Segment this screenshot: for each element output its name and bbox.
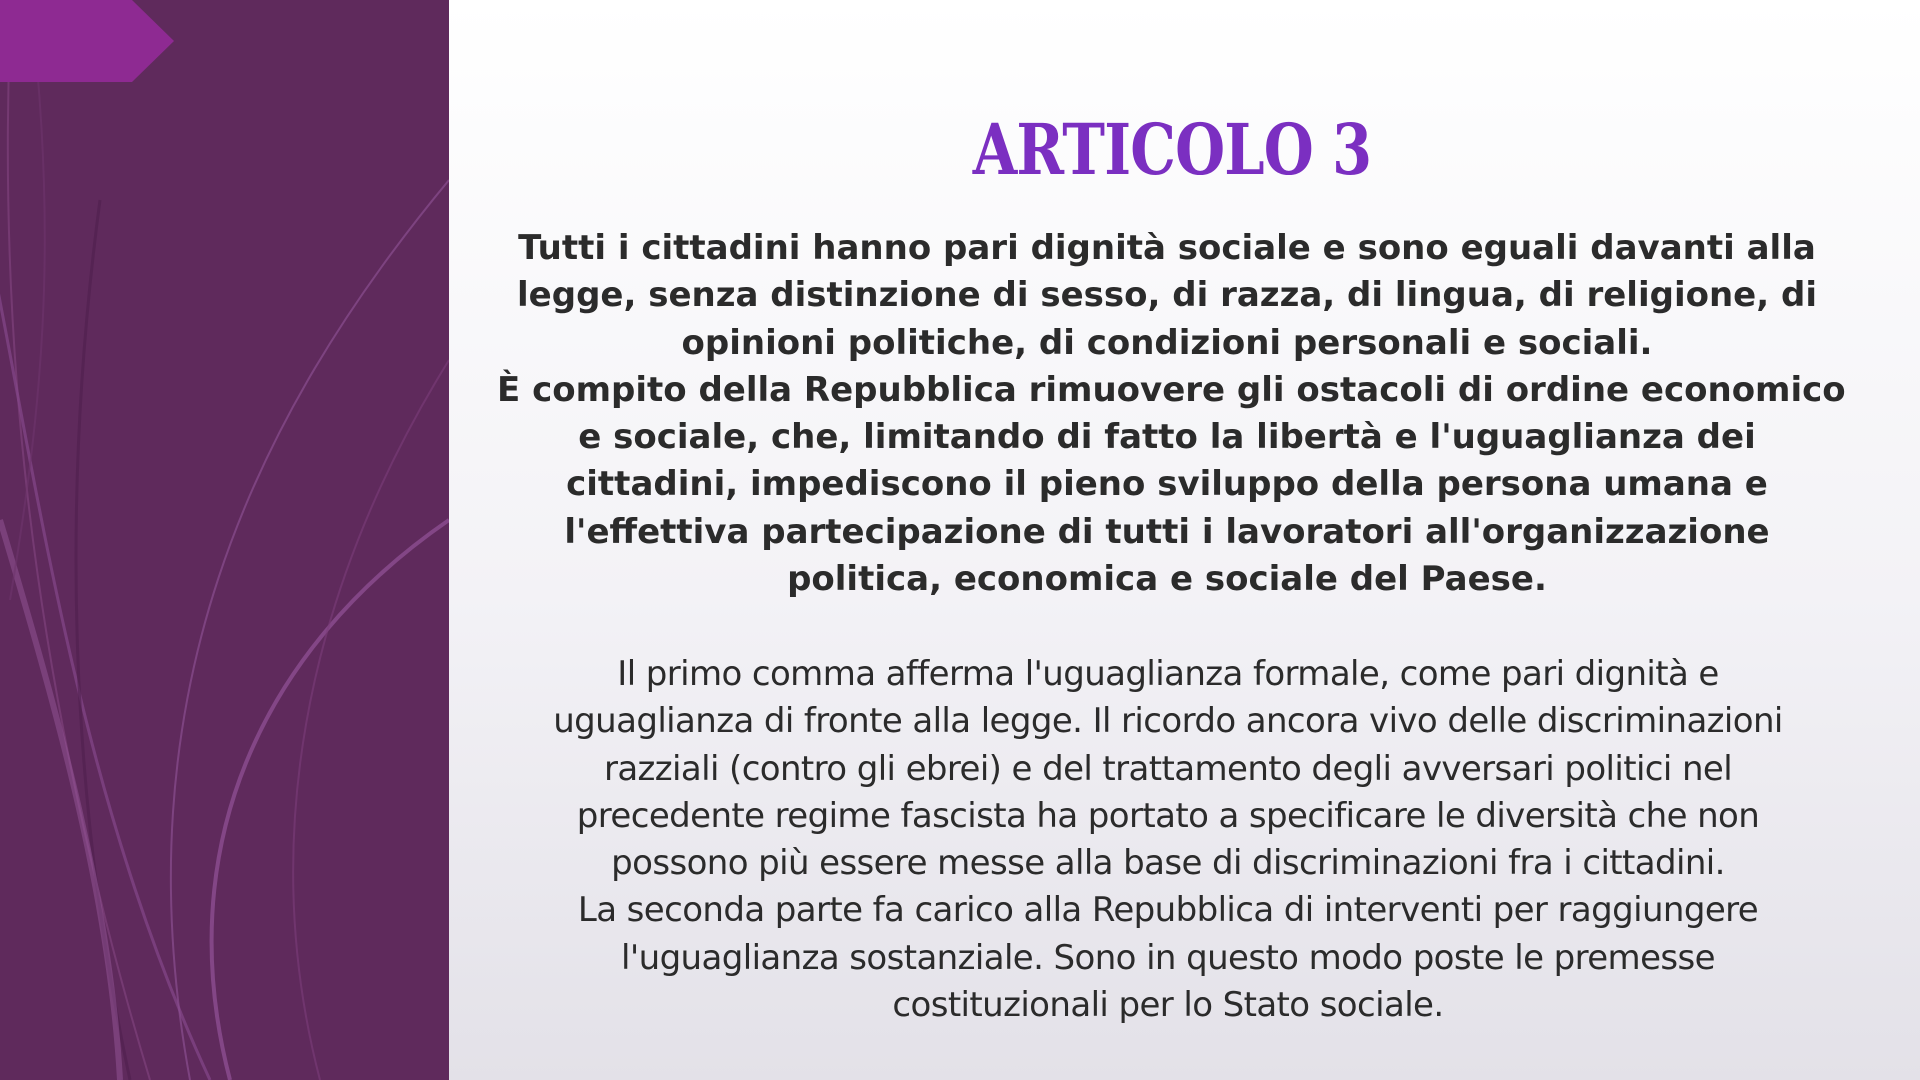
commentary-line: precedente regime fascista ha portato a specificare le diversità che non	[576, 795, 1760, 836]
commentary-line: costituzionali per lo Stato sociale.	[892, 985, 1444, 1026]
commentary-line: Il primo comma afferma l'uguaglianza formale, come pari dignità e	[617, 654, 1719, 694]
commentary-line: uguaglianza di fronte alla legge. Il ricordo ancora vivo delle discriminazioni	[553, 701, 1783, 742]
commentary-line: l'uguaglianza sostanziale. Sono in questo modo poste le premesse	[621, 937, 1715, 978]
slide-title: ARTICOLO 3	[972, 108, 1372, 191]
commentary-text	[489, 651, 1847, 1029]
article-line: legge, senza distinzione di sesso, di razza, di lingua, di religione, di	[517, 275, 1817, 316]
decorative-side-panel	[0, 0, 449, 1080]
accent-arrow-tab	[0, 0, 174, 82]
article-line: cittadini, impediscono il pieno sviluppo della persona umana e	[566, 464, 1768, 505]
article-text	[497, 225, 1846, 603]
commentary-line: razziali (contro gli ebrei) e del trattamento degli avversari politici nel	[603, 748, 1733, 789]
commentary-line: La seconda parte fa carico alla Repubblica di interventi per raggiungere	[577, 890, 1759, 931]
article-line: politica, economica e sociale del Paese.	[787, 559, 1547, 600]
article-line: Tutti i cittadini hanno pari dignità sociale e sono eguali davanti alla	[518, 228, 1816, 268]
article-line: e sociale, che, limitando di fatto la libertà e l'uguaglianza dei	[578, 417, 1756, 458]
commentary-line: possono più essere messe alla base di discriminazioni fra i cittadini.	[611, 843, 1725, 884]
article-line: opinioni politiche, di condizioni personali e sociali.	[681, 322, 1653, 363]
article-line: l'effettiva partecipazione di tutti i lavoratori all'organizzazione	[564, 511, 1770, 552]
decorative-curves	[0, 0, 449, 1080]
article-line: È compito della Repubblica rimuovere gli ostacoli di ordine economico	[497, 369, 1846, 410]
slide-content	[449, 0, 1920, 1080]
